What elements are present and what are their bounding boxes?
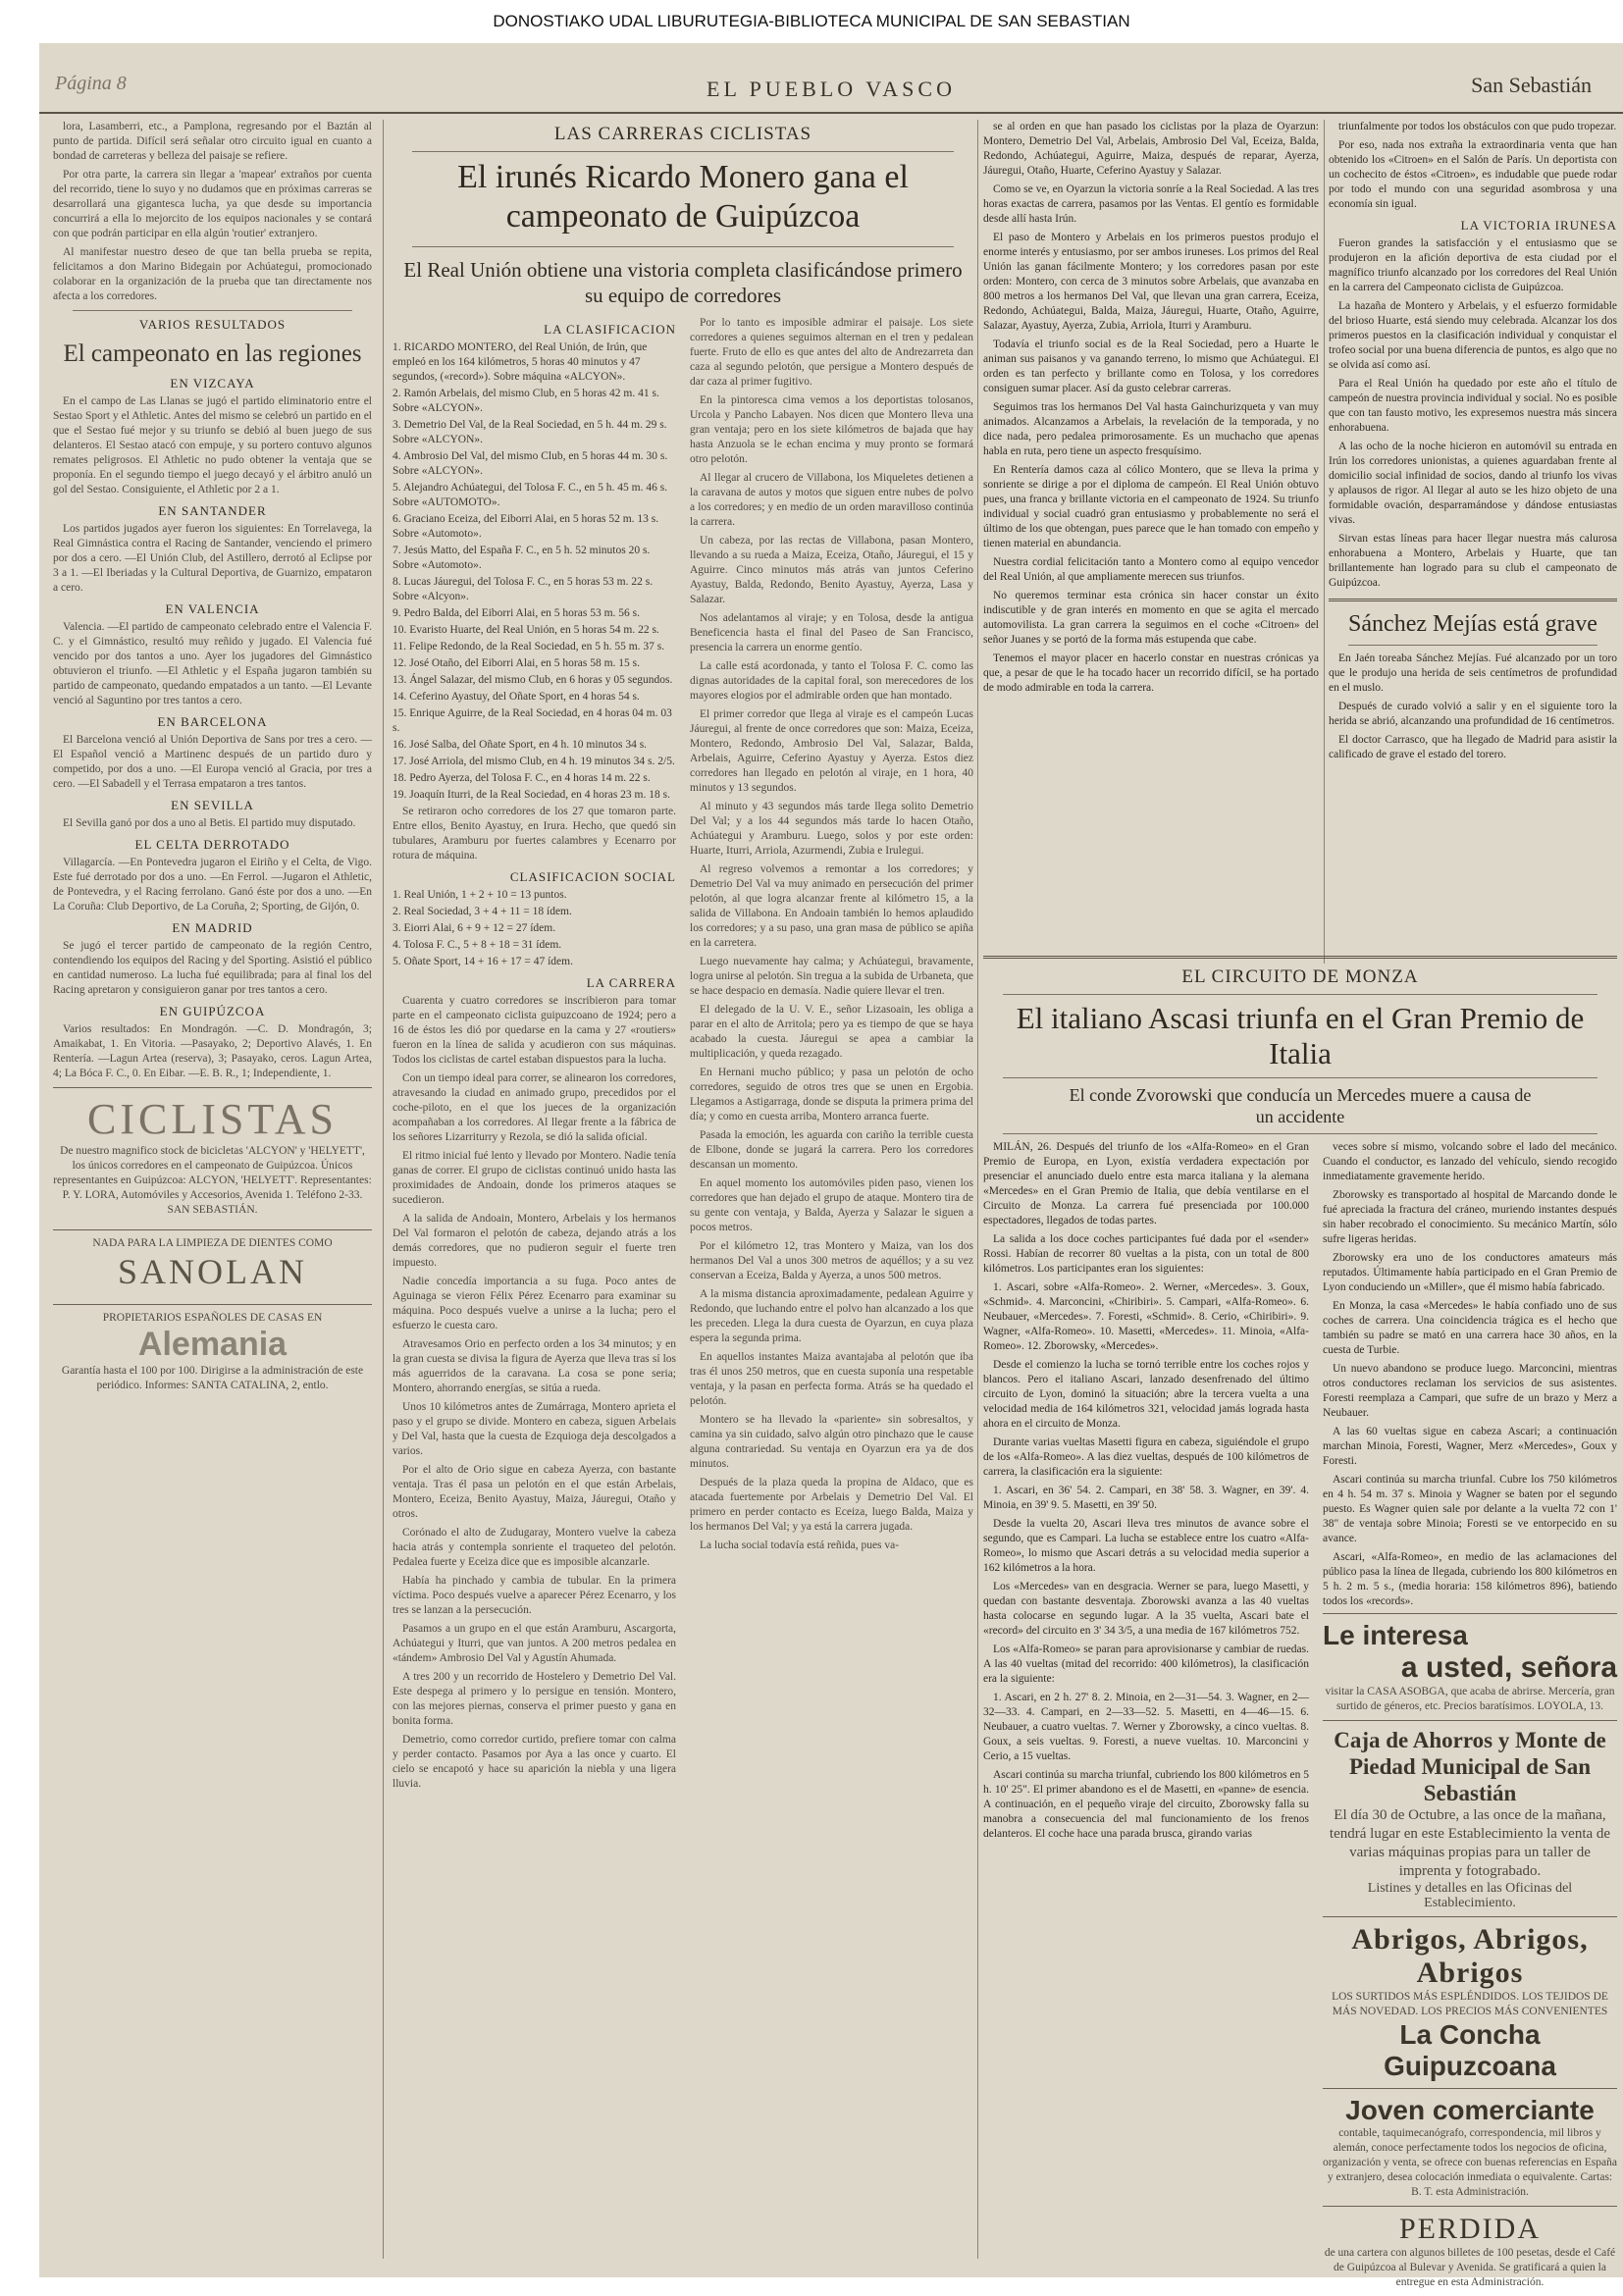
paragraph: Montero se ha llevado la «pariente» sin sobresaltos, y camina ya sin cuidado, salvo algún otro pinchazo que le cause alguna contrariedad. Su ventaja en Oyarzun era ya de dos minutos. bbox=[690, 1414, 973, 1470]
paragraph: Varios resultados: En Mondragón. —C. D. Mondragón, 3; Amaikabat, 1. En Vitoria. —Pasayako, 2; Deportivo Alavés, 1. En Rentería. —Lagun Artea (reserva), 3; Pasayako, ceros. Lagun Artea, 4; La Bóca F. C., 0. En Eibar. —E. B. R., 1; Independiente, 1. bbox=[53, 1023, 372, 1079]
paragraph: MILÁN, 26. Después del triunfo de los «Alfa-Romeo» en el Gran Premio de Europa, en Lyon, existía verdadera expectación por presenciar el anunciado duelo entre esta marca italiana y la alemana «Mercedes» en el Gran Premio de Italia, que debía ventilarse en el Circuito de Monza. La carrera fué presenciada por 100.000 espectadores, llegados de todas partes. bbox=[983, 1141, 1309, 1226]
subsection-title: EL CELTA DERROTADO bbox=[134, 837, 290, 852]
paragraph: Un nuevo abandono se produce luego. Marconcini, mientras otros conductores reclaman los servicios de sus asistentes. Foresti reemplaza a Campari, que sufre de un brazo y Merz a Neubauer. bbox=[1323, 1363, 1617, 1419]
paragraph: lora, Lasamberri, etc., a Pamplona, regresando por el Baztán al punto de partida. Difícil será señalar otro circuito igual en cuanto a bondad de carreteras y belleza del paisaje se refiere. bbox=[53, 121, 372, 162]
ranking-row: 14. Ceferino Ayastuy, del Oñate Sport, en 4 horas 54 s. bbox=[393, 691, 640, 703]
paragraph: veces sobre sí mismo, volcando sobre el lado del mecánico. Cuando el conductor, es lanzado del vehículo, siendo recogido inmediatamente gravemente herido. bbox=[1323, 1141, 1617, 1182]
paragraph: Valencia. —El partido de campeonato celebrado entre el Valencia F. C. y el Gimnástico, resultó muy reñido y jugado. El Valencia fué vencido por dos tantos a uno. Ayer los jugadores del Gimnástico obtuvieron el triunfo. —El Athletic y el España jugaron también su partido de campeonato, quedando empatados a un tanto. —El Levante venció al Saguntino por tres tantos a cero. bbox=[53, 621, 372, 706]
paragraph: 1. Ascari, en 36' 54. 2. Campari, en 38' 58. 3. Wagner, en 39'. 4. Minoia, en 39' 9. 5. Masetti, en 39' 50. bbox=[983, 1485, 1309, 1511]
ad-headline: Caja de Ahorros y Monte de Piedad Municipal de San Sebastián bbox=[1334, 1728, 1606, 1805]
paragraph: Unos 10 kilómetros antes de Zumárraga, Montero aprieta el paso y el grupo se divide. Montero en cabeza, siguen Arbelais y Del Val, hasta que la cuesta de Ezquioga deja descolgados a varios. bbox=[393, 1401, 676, 1457]
paragraph: Al regreso volvemos a remontar a los corredores; y Demetrio Del Val va muy animado en persecución del primer pelotón, al que logra alcanzar frente al kilómetro 15, a la salida de Villabona. En Andoain también lo hemos aplaudido los corredores; y a su paso, una gran masa de público se apiña en la carretera. bbox=[690, 863, 973, 949]
ad-caja-ahorros bbox=[1323, 1720, 1617, 1916]
paragraph: En aquellos instantes Maiza avantajaba al pelotón que iba tras él unos 250 metros, que en cuesta suponía una respetable ventaja, y la pasan en perfecta forma. Atrás se ha quedado el pelotón. bbox=[690, 1351, 973, 1407]
paragraph: El Sevilla ganó por dos a uno al Betis. El partido muy disputado. bbox=[63, 817, 356, 829]
paragraph: triunfalmente por todos los obstáculos con que pudo tropezar. bbox=[1338, 121, 1617, 132]
ranking-row: 3. Demetrio Del Val, de la Real Sociedad, en 5 h. 44 m. 29 s. Sobre «ALCYON». bbox=[393, 419, 667, 445]
social-row: 4. Tolosa F. C., 5 + 8 + 18 = 31 ídem. bbox=[393, 939, 562, 951]
ad-text: LOS SURTIDOS MÁS ESPLÉNDIDOS. LOS TEJIDOS DE MÁS NOVEDAD. LOS PRECIOS MÁS CONVENIENTES bbox=[1332, 1991, 1608, 2017]
paragraph: Demetrio, como corredor curtido, prefiere tomar con calma y perder contacto. Pasamos por Aya a las once y cuarto. El cielo se encapotó y hace su aparición la niebla y una ligera lluvia. bbox=[393, 1734, 676, 1790]
subsection-title: EN GUIPÚZCOA bbox=[159, 1004, 266, 1018]
ad-text: El día 30 de Octubre, a las once de la mañana, tendrá lugar en este Establecimiento la venta de varias máquinas propias para un taller de imprenta y fotograbado. bbox=[1329, 1807, 1611, 1879]
article-monza-and-ads bbox=[983, 956, 1617, 2288]
ranking-row: 13. Ángel Salazar, del mismo Club, en 6 horas y 05 segundos. bbox=[393, 674, 673, 686]
paragraph: El delegado de la U. V. E., señor Lizasoain, les obliga a parar en el alto de Arritola; pero ya es tiempo de que se haya acabado la cuesta. Jáuregui se apea a cambiar la multiplicación, y queda rezagado. bbox=[690, 1004, 973, 1060]
paragraph: A las 60 vueltas sigue en cabeza Ascari; a continuación marchan Minoia, Foresti, Wagner, Merz «Mercedes», Goux y Foresti. bbox=[1323, 1426, 1617, 1467]
paragraph: No queremos terminar esta crónica sin hacer constar un éxito indiscutible y de gran interés en momento en que se agita el mercado automovilista. La gran carrera la seguimos en el coche «Citroen» del señor Juanes y se portó de la forma más estupenda que cabe. bbox=[983, 590, 1319, 646]
article-subtitle: El Real Unión obtiene una vistoria completa clasificándose primero su equipo de corredores bbox=[403, 258, 963, 307]
paragraph: Zborowsky era uno de los conductores amateurs más reputados. Últimamente había participado en el Gran Premio de Lyon conduciendo un «Miller», que él mismo había fabricado. bbox=[1323, 1252, 1617, 1293]
ranking-row: 16. José Salba, del Oñate Sport, en 4 h. 10 minutos 34 s. bbox=[393, 739, 648, 751]
paragraph: A tres 200 y un recorrido de Hostelero y Demetrio Del Val. Este despega al primero y lo persigue en tensión. Montero, con las mejores piernas, conserva el primer puesto y gana en bonita forma. bbox=[393, 1671, 676, 1727]
paragraph: 1. Ascari, en 2 h. 27' 8. 2. Minoia, en 2—31—54. 3. Wagner, en 2—32—33. 4. Campari, en 2—33—52. 5. Masetti, en 4—46—15. 6. Neubauer, a cuatro vueltas. 7. Werner y Zborowsky, a cinco vueltas. 8. Goux, a seis vueltas. 9. Foresti, a nueve vueltas. 10. Marconcini y Cerio, a 15 vueltas. bbox=[983, 1692, 1309, 1762]
ranking-row: 1. RICARDO MONTERO, del Real Unión, de Irún, que empleó en los 164 kilómetros, 5 horas 40 minutos y 47 segundos, («record»). Sobre máquina «ALCYON». bbox=[393, 341, 648, 383]
divider bbox=[1348, 645, 1597, 646]
ranking-row: 7. Jesús Matto, del España F. C., en 5 h. 52 minutos 20 s. Sobre «Automoto». bbox=[393, 545, 651, 571]
paragraph: Fueron grandes la satisfacción y el entusiasmo que se produjeron en la afición deportiva de esta ciudad por el magnífico triunfo alcanzado por los corredores del Real Unión en la carrera del Campeonato ciclista de Guipúzcoa. bbox=[1329, 237, 1617, 293]
ranking-row: 19. Joaquín Iturri, de la Real Sociedad, en 4 horas 23 m. 18 s. bbox=[393, 789, 670, 801]
paragraph: se al orden en que han pasado los ciclistas por la plaza de Oyarzun: Montero, Demetrio Del Val, Arbelais, Ambrosio Del Val, Eceiza, Balda, Redondo, Achúategui, Aguirre, Maiza, después de reparar, Ayerza, Jáuregui, Otaño, Huarte, Ceferino Ayastuy y Salazar. bbox=[983, 121, 1319, 177]
ad-headline: PERDIDA bbox=[1398, 2213, 1541, 2245]
divider bbox=[412, 246, 954, 247]
paragraph: Al llegar al crucero de Villabona, los Miqueletes detienen a la caravana de autos y motos que siguen entre nubes de polvo a los corredores; y en medio de un orden maravilloso continúa la carrera. bbox=[690, 472, 973, 528]
article-continuation bbox=[983, 120, 1319, 1022]
paragraph: Desde el comienzo la lucha se tornó terrible entre los coches rojos y blancos. Pero el italiano Ascari, lanzado desenfrenado del último circuito de Lyon, dominó la situación; abre la tercera vuelta a una velocidad media de 164 kilómetros 321, velocidad jamás lograda hasta ahora en el circuito de Monza. bbox=[983, 1359, 1309, 1430]
paragraph: Al minuto y 43 segundos más tarde llega solito Demetrio Del Val; y a los 44 segundos más tarde lo hacen Otaño, Achúategui y Aramburu. Luego, solos y por este orden: Huarte, Iturri, Arriola, Azurmendi, Zubia e Irulegui. bbox=[690, 801, 973, 857]
social-row: 3. Eiorri Alai, 6 + 9 + 12 = 27 ídem. bbox=[393, 922, 556, 934]
ad-headline: CICLISTAS bbox=[87, 1095, 338, 1143]
article-column-left bbox=[983, 1140, 1309, 2296]
ad-text: Garantía hasta el 100 por 100. Dirigirse a la administración de este periódico. Informes: SANTA CATALINA, 2, entlo. bbox=[61, 1365, 364, 1391]
article-body bbox=[393, 316, 973, 1796]
article-body bbox=[983, 1140, 1617, 2296]
city-label: San Sebastián bbox=[1471, 73, 1592, 97]
social-row: 1. Real Unión, 1 + 2 + 10 = 13 puntos. bbox=[393, 889, 567, 901]
paragraph: Tenemos el mayor placer en hacerlo constar en nuestras crónicas ya que, a pesar de que le ha tocado hacer un recorrido difícil, se ha portado de modo admirable en toda la carrera. bbox=[983, 652, 1319, 694]
ad-text: contable, taquimecanógrafo, correspondencia, mil libros y alemán, conoce perfectamente todos los negocios de oficina, organización y venta, se ofrece con buenas referencias en España y extranjero, desea colocación inmediata o equivalente. Cartas: B. T. esta Administración. bbox=[1323, 2127, 1617, 2198]
ad-text: Listines y detalles en las Oficinas del Establecimiento. bbox=[1367, 1881, 1573, 1910]
divider bbox=[1003, 1077, 1597, 1078]
paragraph: A la salida de Andoain, Montero, Arbelais y los hermanos Del Val formaron el pelotón de cabeza, dejando atrás a los demás corredores, que no pudieron seguir el fuerte tren impuesto. bbox=[393, 1213, 676, 1269]
subsection-title: EN MADRID bbox=[172, 920, 253, 935]
paragraph: Como se ve, en Oyarzun la victoria sonríe a la Real Sociedad. A las tres horas exactas de carrera, pasamos por las Ventas. El gentío es formidable desde allí hasta Irún. bbox=[983, 183, 1319, 225]
paragraph: La calle está acordonada, y tanto el Tolosa F. C. como las dignas autoridades de la capital foral, son merecedores de los mayores elogios por el admirable orden que han montado. bbox=[690, 660, 973, 702]
divider bbox=[983, 956, 1617, 959]
paragraph: Por el alto de Orio sigue en cabeza Ayerza, con bastante ventaja. Tras él pasa un pelotón en el que están Arbelais, Montero, Eceiza, Benito Ayastuy, Maiza, Jáuregui, Otaño y otros. bbox=[393, 1464, 676, 1520]
ad-ciclistas bbox=[53, 1087, 372, 1224]
paragraph: Por eso, nada nos extraña la extraordinaria venta que han obtenido los «Citroen» en el Salón de París. Un deportista con un cochecito de éstos «Citroen», es indudable que puede rodar por todo el mundo con una seguridad asombrosa y una economía sin igual. bbox=[1329, 139, 1617, 210]
paragraph: Nos adelantamos al viraje; y en Tolosa, desde la antigua Beneficencia hasta el final del Paseo de San Francisco, presencia la carrera un enorme gentío. bbox=[690, 612, 973, 653]
paragraph: Pasada la emoción, les aguarda con cariño la terrible cuesta de Elbone, donde se jugará la carrera. Pero los corredores descansan un momento. bbox=[690, 1129, 973, 1171]
paragraph: A las ocho de la noche hicieron en automóvil su entrada en Irún los corredores unionistas, a quienes aguardaban frente al domicilio social infinidad de socios, dando al triunfo los vivas y aplausos de rigor. Al llegar al auto se les hizo objeto de una formidable ovación, desparramándose y dándose entusiastas vivas. bbox=[1329, 441, 1617, 526]
divider bbox=[1329, 599, 1617, 601]
paragraph: Zborowsky es transportado al hospital de Marcando donde le fué apreciada la fractura del cráneo, muriendo instantes después sin haber recobrado el conocimiento. Su mecánico Martín, sólo sufre ligeras heridas. bbox=[1323, 1189, 1617, 1245]
social-row: 5. Oñate Sport, 14 + 16 + 17 = 47 ídem. bbox=[393, 956, 573, 967]
paragraph: Atravesamos Orio en perfecto orden a los 34 minutos; y en la gran cuesta se divisa la figura de Ayerza que lleva tras sí los más aguerridos de la caravana. La cosa se pone seria; Montero, ahorrando energías, se sitúa a rueda. bbox=[393, 1338, 676, 1394]
subsection-title: EN SEVILLA bbox=[171, 798, 254, 812]
paragraph: Al manifestar nuestro deseo de que tan bella prueba se repita, felicitamos a don Marino Bidegain por Achúategui, promocionado colaborar en la organización de la prueba que tan directamente nos afecta a los corredores. bbox=[53, 246, 372, 302]
ad-headline: SANOLAN bbox=[117, 1252, 307, 1291]
ad-headline: Le interesa bbox=[1323, 1620, 1468, 1650]
right-stack bbox=[1323, 1140, 1617, 2296]
article-column-left bbox=[393, 316, 676, 1796]
ad-text: de una cartera con algunos billetes de 100 pesetas, desde el Café de Guipúzcoa al Bulevar y Avenida. Se gratificará a quien la entregue en esta Administración. bbox=[1324, 2247, 1616, 2288]
divider bbox=[1003, 994, 1597, 995]
article-title: El campeonato en las regiones bbox=[63, 340, 362, 367]
ad-headline: Abrigos, Abrigos, Abrigos bbox=[1351, 1923, 1589, 1989]
paragraph: En la pintoresca cima vemos a los deportistas tolosanos, Urcola y Pancho Labayen. Nos dicen que Montero lleva una gran ventaja; pero en los siete kilómetros de bajada que hay hasta Anzuola se le echan encima y muy pronto se formará otro pelotón. bbox=[690, 394, 973, 465]
ranking-row: 11. Felipe Redondo, de la Real Sociedad, en 5 h. 55 m. 37 s. bbox=[393, 641, 665, 652]
paragraph: Durante varias vueltas Masetti figura en cabeza, siguiéndole el grupo de los «Alfa-Romeo». A las diez vueltas, después de 100 kilómetros de carrera, la clasificación era la siguiente: bbox=[983, 1436, 1309, 1478]
paragraph: En aquel momento los automóviles piden paso, vienen los corredores que han dejado el grupo de ataque. Montero tira de su gente con ventaja, y Balda, Ayerza y Salazar le siguen a pocos metros. bbox=[690, 1177, 973, 1233]
column-divider bbox=[977, 120, 978, 2259]
paragraph: Se retiraron ocho corredores de los 27 que tomaron parte. Entre ellos, Benito Ayastuy, en Irura. Hecho, que quedó sin tubulares, Aramburu por fuertes calambres y Ecenarro por rotura de máquina. bbox=[393, 806, 676, 861]
article-title: El italiano Ascasi triunfa en el Gran Premio de Italia bbox=[1016, 1001, 1585, 1070]
paragraph: En Hernani mucho público; y pasa un pelotón de ocho corredores, seguido de otros tres que se unen en Ergobia. Llegamos a Astigarraga, donde se disputa la primera prima del día; y como en cuesta arriba, Montero arranca fuerte. bbox=[690, 1067, 973, 1122]
ad-text: NADA PARA LA LIMPIEZA DE DIENTES COMO bbox=[92, 1237, 333, 1249]
paragraph: 1. Ascari, sobre «Alfa-Romeo». 2. Werner, «Mercedes». 3. Goux, «Schmid». 4. Marconcini, «Chiribiri». 5. Campari, «Alfa-Romeo». 6. Neubauer, «Mercedes». 7. Foresti, «Schmid». 8. Cerio, «Chiribiri». 9. Wagner, «Alfa-Romeo». 10. Masetti, «Mercedes». 11. Minoia, «Alfa-Romeo». 12. Zborowsky, «Mercedes». bbox=[983, 1281, 1309, 1352]
ranking-row: 15. Enrique Aguirre, de la Real Sociedad, en 4 horas 04 m. 03 s. bbox=[393, 707, 672, 734]
paragraph: Los «Alfa-Romeo» se paran para aprovisionarse y cambiar de ruedas. A las 40 vueltas (mitad del recorrido: 400 kilómetros), la clasificación era la siguiente: bbox=[983, 1644, 1309, 1685]
paragraph: El primer corredor que llega al viraje es el campeón Lucas Jáuregui, al frente de once corredores que son: Maiza, Eceiza, Montero, Redondo, Ambrosio Del Val, Salazar, Balda, Arbelais, Aguirre, Ceferino Ayastuy y Ayerza. Estos diez corredores han llegado en pelotón al viraje, en 1 hora, 40 minutos y 13 segundos. bbox=[690, 708, 973, 794]
ad-joven-comerciante bbox=[1323, 2088, 1617, 2206]
paragraph: A la misma distancia aproximadamente, pedalean Aguirre y Redondo, que luchando entre el polvo han alcanzado a los que les preceden. Llega la dura cuesta de Oyarzun, en cuya plaza espera la segunda prima. bbox=[690, 1288, 973, 1344]
section-label: LAS CARRERAS CICLISTAS bbox=[553, 124, 812, 144]
paragraph: En Rentería damos caza al cólico Montero, que se lleva la prima y sonriente se dirige a por el diploma de campeón. El Real Unión obtuvo pues, una franca y brillante victoria en el campeonato de 1924. Su triunfo individual y social cuadró gran entusiasmo y probablemente no será el último de los que obtengan, pues parece que le han tomado con empeño y tienen material en abundancia. bbox=[983, 464, 1319, 549]
column-divider bbox=[1324, 120, 1325, 964]
paragraph: El ritmo inicial fué lento y llevado por Montero. Nadie tenía ganas de correr. El grupo de ciclistas continuó unido hasta las proximidades de Andoain, donde los primeros ataques se sucedieron. bbox=[393, 1150, 676, 1206]
paragraph: Luego nuevamente hay calma; y Achúategui, bravamente, logra unirse al pelotón. Sin tregua a la subida de Urbaneta, que se hace despacio en demasía. Nadie quiere llevar el tren. bbox=[690, 956, 974, 997]
ad-headline: Joven comerciante bbox=[1345, 2095, 1595, 2125]
paragraph: Por otra parte, la carrera sin llegar a 'mapear' extraños por cuenta del recorrido, tiene lo suyo y no dudamos que en próximas carreras se desarrollará una gigantesca lucha, ya que desde su importancia concurrirá a ella lo mejorcito de los equipos nacionales y se contará con que podrán participar en ella algún 'routier' extranjero. bbox=[53, 169, 372, 239]
article-cycling bbox=[393, 120, 973, 2269]
article-title: El irunés Ricardo Monero gana el campeonato de Guipúzcoa bbox=[457, 159, 909, 235]
paragraph: Sirvan estas líneas para hacer llegar nuestra más calurosa enhorabuena a Montero, Arbelais y Huarte, que tan brillantemente han logrado para su club el campeonato de Guipúzcoa. bbox=[1329, 533, 1617, 589]
ad-text: De nuestro magnifico stock de bicicletas 'ALCYON' y 'HELYETT', los únicos corredores en el campeonato de Guipúzcoa. Únicos representantes en Guipúzcoa: ALCYON, 'HELYETT'. Representantes: P. Y. LORA, Automóviles y Accesorios, Avenida 1. Teléfono 2-33. SAN SEBASTIÁN. bbox=[53, 1145, 372, 1216]
paragraph: Después de curado volvió a salir y en el siguiente toro la herida se abrió, alcanzando una profundidad de 16 centímetros. bbox=[1329, 701, 1617, 727]
paragraph: Nadie concedía importancia a su fuga. Poco antes de Aguinaga se vieron Félix Pérez Ecenarro para examinar su máquina. Poco después vuelve a unirse a la lucha; pero el esfuerzo le cuesta caro. bbox=[393, 1276, 676, 1331]
paragraph: Desde la vuelta 20, Ascari lleva tres minutos de avance sobre el segundo, que es Campari. La lucha se establece entre los cuatro «Alfa-Romeo», lo mismo que Ascari detrás a su velocidad media superior a 162 kilómetros a la hora. bbox=[983, 1518, 1309, 1574]
ad-headline: a usted, señora bbox=[1400, 1651, 1617, 1684]
paragraph: Se jugó el tercer partido de campeonato de la región Centro, contendiendo los equipos del Racing y del Sporting. Asistió el público en cantidad numeroso. La lucha fué equilibrada; para al final los del Racing apretaron y consiguieron ganar por tres tantos a cero. bbox=[53, 940, 372, 996]
divider bbox=[1003, 1133, 1597, 1134]
paragraph: La salida a los doce coches participantes fué dada por el «sender» Rossi. Habían de recorrer 80 vueltas a la pista, con un total de 800 kilómetros. Los participantes eran los siguientes: bbox=[983, 1233, 1309, 1275]
paragraph: El doctor Carrasco, que ha llegado de Madrid para asistir la calificado de grave el estado del torero. bbox=[1329, 734, 1617, 760]
masthead bbox=[39, 43, 1623, 114]
newspaper-page bbox=[39, 43, 1623, 2288]
paragraph: Había ha pinchado y cambia de tubular. En la primera víctima. Poco después vuelve a aparecer Pérez Ecenarro, y los tres se lanzan a la persecución. bbox=[393, 1575, 676, 1616]
subsection-title: EN VIZCAYA bbox=[170, 376, 255, 391]
archive-header: DONOSTIAKO UDAL LIBURUTEGIA-BIBLIOTECA MUNICIPAL DE SAN SEBASTIAN bbox=[0, 0, 1623, 43]
paragraph: Por lo tanto es imposible admirar el paisaje. Los siete corredores a quienes seguimos alternan en el tren y pedalean fuerte. Fruto de ello es que antes del alto de Andrezarreta dan caza al segundo pelotón, que persigue a Montero después de dar caza al primer fugitivo. bbox=[690, 317, 973, 388]
paragraph: Los «Mercedes» van en desgracia. Werner se para, luego Masetti, y quedan con bastante desventaja. Zborowski avanza a las 40 vueltas hasta colocarse en segundo lugar. A la 35 vuelta, Ascari bate el «record» del circuito en 3' 34 3/5, a una media de 167 kilómetros 752. bbox=[983, 1581, 1309, 1637]
ad-sanolan bbox=[53, 1229, 372, 1298]
ad-text: visitar la CASA ASOBGA, que acaba de abrirse. Mercería, gran surtido de géneros, etc. Precios baratísimos. LOYOLA, 13. bbox=[1325, 1686, 1615, 1712]
ad-perdida bbox=[1323, 2206, 1617, 2296]
ranking-row: 8. Lucas Jáuregui, del Tolosa F. C., en 5 horas 53 m. 22 s. Sobre «Alcyon». bbox=[393, 576, 654, 602]
divider bbox=[73, 310, 352, 311]
article-subtitle: El conde Zvorowski que conducía un Mercedes muere a causa de un accidente bbox=[1069, 1085, 1532, 1126]
paragraph: Los partidos jugados ayer fueron los siguientes: En Torrelavega, la Real Gimnástica contra el Racing de Santander, venciendo el primero por dos a cero. —El Unión Club, del Astillero, derrotó al Eclipse por 3 a 1. —El Iberiadas y la Cultural Deportiva, de Guarnizo, empataron a cero. bbox=[53, 523, 372, 594]
subsection-title: LA CLASIFICACION bbox=[544, 322, 676, 337]
paragraph: Seguimos tras los hermanos Del Val hasta Gainchurizqueta y van muy animados. Alcanzamos a Arbelais, la revelación de la temporada, y no dice nada, pero pedalea primorosamente. Es un muchacho que apenas habla en ruta, pero tiene un aspecto fresquísimo. bbox=[983, 401, 1319, 457]
subsection-title: LA VICTORIA IRUNESA bbox=[1460, 218, 1617, 233]
ad-text: PROPIETARIOS ESPAÑOLES DE CASAS EN bbox=[102, 1312, 323, 1324]
section-label: EL CIRCUITO DE MONZA bbox=[1181, 966, 1419, 987]
paragraph: En el campo de Las Llanas se jugó el partido eliminatorio entre el Sestao Sport y el Athletic. Antes del mismo se celebró un partido en el que el Sestao fué mejor y su triunfo se debió al buen juego de sus delanteros. El Sestao atacó con empuje, y su portero contuvo algunos remates peligrosos. El Athletic no pudo obtener la ventaja que se proponía. En el segundo tiempo el juego decayó y el árbitro anuló un gol del Sestao. Consiguiente, el Athletic por 2 a 1. bbox=[53, 395, 372, 496]
paragraph: Con un tiempo ideal para correr, se alinearon los corredores, atravesando la ciudad en animado grupo, precedidos por el coche-piloto, en el que los jueces de la organización acompañaban a los corredores. Al llegar frente a la fábrica de los señores Lizarriturry y Rezola, se dió la salida oficial. bbox=[393, 1072, 676, 1143]
ad-alemania bbox=[53, 1304, 372, 1399]
paragraph: Pasamos a un grupo en el que están Aramburu, Ascargorta, Achúategui y Iturri, que van juntos. A 200 metros pedalea en «tándem» Ambrosio Del Val y Agustín Ahumada. bbox=[393, 1623, 676, 1664]
paragraph: Ascari continúa su marcha triunfal, cubriendo los 800 kilómetros en 5 h. 10' 25". El primer abandono es el de Masetti, en «panne» de esencia. A continuación, en el pequeño viraje del circuito, Zborowsky falla su manobra a consecuencia del mal funcionamiento de los frenos delanteros. El coche hace una parada brusca, girando varias bbox=[983, 1769, 1309, 1840]
paragraph: Para el Real Unión ha quedado por este año el título de campeón de nuestra provincia individual y social. No es posible que con tan fausto motivo, les expresemos nuestra más sincera enhorabuena. bbox=[1329, 378, 1617, 434]
paragraph: Nuestra cordial felicitación tanto a Montero como al equipo vencedor del Real Unión, al que ampliamente merecen sus triunfos. bbox=[983, 556, 1319, 583]
ad-interesa bbox=[1323, 1613, 1617, 1720]
column-right-news bbox=[1329, 120, 1617, 954]
ad-headline: Alemania bbox=[137, 1326, 288, 1363]
paragraph: Ascari, «Alfa-Romeo», en medio de las aclamaciones del público pasa la línea de llegada, cubriendo los 800 kilómetros en 5 h. 2 m. 5 s., (media horaria: 158 kilómetros 896), batiendo todos los «records». bbox=[1323, 1551, 1617, 1607]
subsection-title: EN VALENCIA bbox=[165, 601, 260, 616]
paragraph: La hazaña de Montero y Arbelais, y el esfuerzo formidable del brioso Huarte, está siendo muy celebrada. Alcanzar los dos primeros puestos en la clasificación individual y conquistar el trofeo social por una buena diferencia de puntos, es algo que no se olvida así como así. bbox=[1329, 300, 1617, 371]
column-divider bbox=[383, 120, 384, 2259]
ranking-row: 6. Graciano Eceiza, del Eiborri Alai, en 5 horas 52 m. 13 s. Sobre «Automoto». bbox=[393, 513, 659, 540]
section-label: VARIOS RESULTADOS bbox=[138, 317, 287, 332]
ad-abrigos bbox=[1323, 1916, 1617, 2088]
ranking-row: 2. Ramón Arbelais, del mismo Club, en 5 horas 42 m. 41 s. Sobre «ALCYON». bbox=[393, 388, 659, 414]
paragraph: El Barcelona venció al Unión Deportiva de Sans por tres a cero. —El Español venció a Martinenc después de un partido duro y competido, por dos a uno. —El Europa venció al Gracia, por tres a cero. —El Sabadell y el Terrasa empataron a tres tantos. bbox=[53, 734, 372, 790]
subsection-title: CLASIFICACION SOCIAL bbox=[509, 869, 676, 884]
ranking-row: 10. Evaristo Huarte, del Real Unión, en 5 horas 54 m. 22 s. bbox=[393, 624, 659, 636]
paragraph: El paso de Montero y Arbelais en los primeros puestos produjo el enorme interés y entusiasmo, por ser ambos iruneses. Los primos del Real Unión las ganan fácilmente Montero; y los corredores pasan por este orden: Montero, con cerca de 3 minutos sobre Arbelais, que avanzaba en 800 metros a los hermanos Del Val, que llevan una gran carrera, Eceiza, Redondo, Achúategui, Balda, Maiza, Jáuregui, Huarte, Otaño, Aguirre, Salazar, Ayastuy, Ayerza, Zubia, Arriola, Iturri y Aramburu. bbox=[983, 232, 1319, 332]
ranking-row: 4. Ambrosio Del Val, del mismo Club, en 5 horas 44 m. 30 s. Sobre «ALCYON». bbox=[393, 450, 668, 477]
ad-headline: La Concha Guipuzcoana bbox=[1384, 2019, 1556, 2081]
paragraph: Por el kilómetro 12, tras Montero y Maiza, van los dos hermanos Del Val a unos 300 metros de aquéllos; y a su vez conservan a Eceiza, Balda y Ayerza, a unos 500 metros. bbox=[690, 1240, 973, 1281]
social-row: 2. Real Sociedad, 3 + 4 + 11 = 18 ídem. bbox=[393, 906, 572, 917]
ranking-row: 18. Pedro Ayerza, del Tolosa F. C., en 4 horas 14 m. 22 s. bbox=[393, 772, 651, 784]
article-column-right bbox=[690, 316, 973, 1796]
paragraph: Ascari continúa su marcha triunfal. Cubre los 750 kilómetros en 4 h. 54 m. 37 s. Minoia y Wagner se baten por el segundo puesto. Es Wagner quien sale por delante a la vuelta 72 con 1' 38" de ventaja sobre Minoia; Foresti se ve entorpecido en su avance. bbox=[1323, 1474, 1617, 1544]
ranking-row: 5. Alejandro Achúategui, del Tolosa F. C., en 5 h. 45 m. 46 s. Sobre «AUTOMOTO». bbox=[393, 482, 668, 508]
paragraph: En Monza, la casa «Mercedes» le había confiado uno de sus coches de carrera. Una coincidencia trágica es el hecho que también su padre se mató en una carrera hace 30 años, en la cuesta de Turbie. bbox=[1323, 1300, 1617, 1356]
paragraph: Todavía el triunfo social es de la Real Sociedad, pero a Huarte le animan sus paisanos y va ganando terreno, lo mismo que Achúategui. El orden es tan perfecto y brillante como en Tolosa, y los corredores consiguen sumar placer. Así da gusto celebrar carreras. bbox=[983, 339, 1319, 394]
paragraph: Después de la plaza queda la propina de Aldaco, que es atacada fuertemente por Arbelais y Demetrio Del Val. El primero en perder contacto es Eceiza, luego Balda, Maiza y los hermanos Del Val; y ya está la carrera jugada. bbox=[690, 1477, 973, 1533]
paragraph: Corónado el alto de Zudugaray, Montero vuelve la cabeza hacia atrás y contempla sonriente el traqueteo del pelotón. Pedalea fuerte y Eceiza dice que es imposible alcanzarle. bbox=[393, 1527, 676, 1568]
paragraph: En Jaén toreaba Sánchez Mejías. Fué alcanzado por un toro que le produjo una herida de seis centímetros de profundidad en el muslo. bbox=[1329, 652, 1617, 694]
column-sports-regions bbox=[53, 120, 372, 2269]
page-number: Página 8 bbox=[55, 73, 127, 94]
paragraph: Villagarcía. —En Pontevedra jugaron el Eiriño y el Celta, de Vigo. Este fué derrotado por dos a uno. —En Ferrol. —Jugaron el Athletic, de Pontevedra, y el Racing ferrolano. Ganó éste por dos a uno. —En La Coruña: Club Deportivo, de La Coruña, 2; Sporting, de Gijón, 0. bbox=[53, 857, 372, 913]
ranking-row: 12. José Otaño, del Eiborri Alai, en 5 horas 58 m. 15 s. bbox=[393, 657, 641, 669]
paragraph: La lucha social todavía está reñida, pues va- bbox=[700, 1539, 900, 1551]
article-title: Sánchez Mejías está grave bbox=[1348, 611, 1597, 637]
paragraph: Cuarenta y cuatro corredores se inscribieron para tomar parte en el campeonato ciclista guipuzcoano de 1924; pero a 16 de éstos les dió por quedarse en la cama y 27 «routiers» fueron en la línea de salida y acudieron con sus máquinas. Todos los ciclistas de cartel estaban dispuestos para la lucha. bbox=[393, 995, 676, 1066]
subsection-title: EN BARCELONA bbox=[157, 714, 268, 729]
ranking-row: 9. Pedro Balda, del Eiborri Alai, en 5 horas 53 m. 56 s. bbox=[393, 607, 641, 619]
divider bbox=[412, 151, 954, 152]
subsection-title: LA CARRERA bbox=[586, 975, 676, 990]
subsection-title: EN SANTANDER bbox=[158, 503, 267, 518]
newspaper-name: EL PUEBLO VASCO bbox=[707, 77, 956, 101]
ranking-row: 17. José Arriola, del mismo Club, en 4 h. 19 minutos 34 s. 2/5. bbox=[393, 756, 675, 767]
paragraph: Un cabeza, por las rectas de Villabona, pasan Montero, llevando a su rueda a Maiza, Eceiza, Otaño, Jáuregui, el 15 y Aguirre. Cinco minutos más atrás van juntos Ceferino Ayastuy, Balda, Redondo, Benito Ayastuy, Ayerza, Lasa y Salazar. bbox=[690, 535, 973, 605]
